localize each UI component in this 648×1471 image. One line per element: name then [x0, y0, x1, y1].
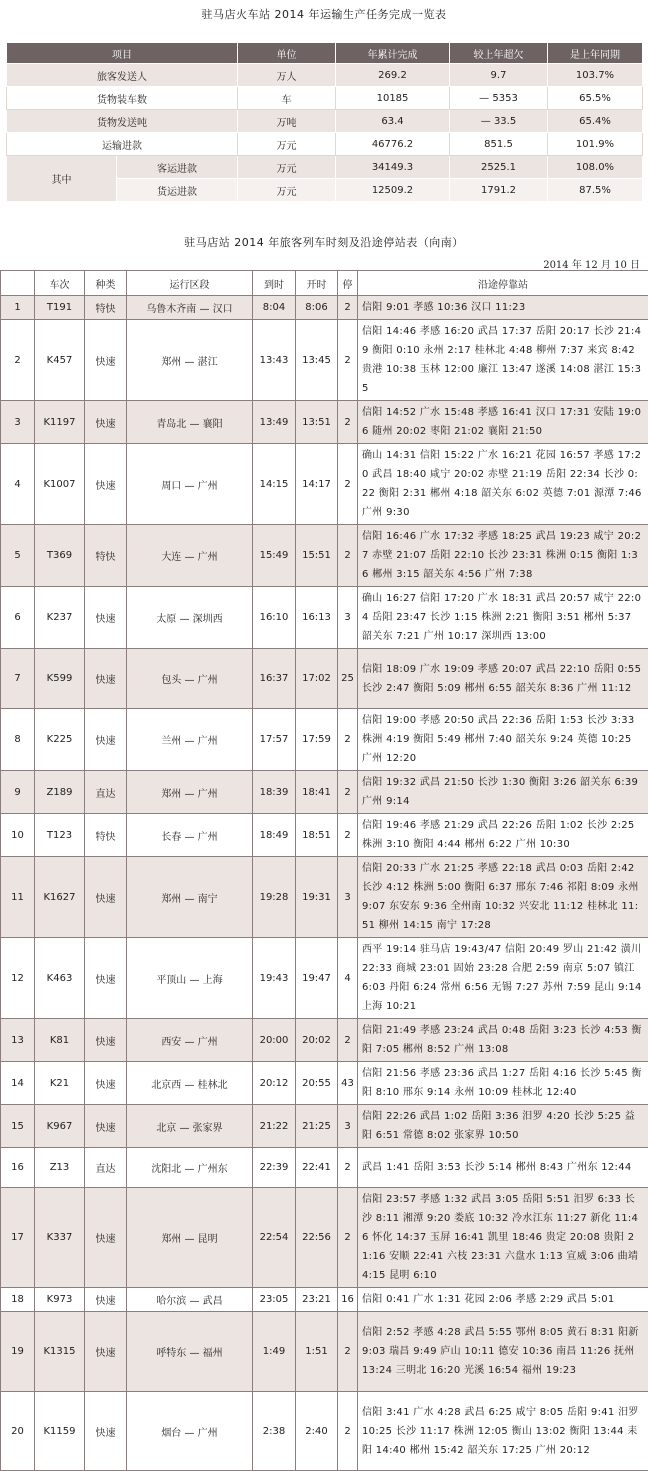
summary-ratio: 103.7% — [548, 64, 643, 87]
train-number: K1159 — [35, 1392, 85, 1471]
train-type: 快速 — [85, 320, 127, 401]
schedule-header-route: 运行区段 — [127, 271, 253, 296]
depart-time: 13:51 — [296, 401, 338, 444]
stop-minutes: 2 — [338, 1188, 358, 1288]
depart-time: 8:06 — [296, 296, 338, 320]
summary-item: 货物发送吨 — [7, 110, 238, 133]
summary-diff: — 5353 — [450, 87, 548, 110]
train-type: 快速 — [85, 1392, 127, 1471]
summary-item: 货物装车数 — [7, 87, 238, 110]
arrive-time: 16:37 — [253, 649, 296, 709]
summary-row — [7, 133, 643, 156]
route: 周口 — 广州 — [127, 444, 253, 525]
train-type: 特快 — [85, 296, 127, 320]
summary-unit: 万吨 — [238, 110, 336, 133]
stations: 信阳 9:01 孝感 10:36 汉口 11:23 — [358, 296, 648, 320]
train-type: 快速 — [85, 649, 127, 709]
schedule-row — [1, 814, 648, 857]
route: 西安 — 广州 — [127, 1019, 253, 1062]
summary-total: 10185 — [336, 87, 450, 110]
schedule-table — [0, 270, 648, 1471]
train-type: 快速 — [85, 587, 127, 649]
arrive-time: 20:00 — [253, 1019, 296, 1062]
train-type: 快速 — [85, 444, 127, 525]
summary-ratio: 101.9% — [548, 133, 643, 156]
stop-minutes: 4 — [338, 938, 358, 1019]
arrive-time: 13:43 — [253, 320, 296, 401]
stop-minutes: 3 — [338, 587, 358, 649]
summary-sub-ratio: 87.5% — [548, 179, 643, 202]
schedule-header-depart: 开时 — [296, 271, 338, 296]
row-index: 15 — [1, 1105, 35, 1148]
stop-minutes: 25 — [338, 649, 358, 709]
arrive-time: 14:15 — [253, 444, 296, 525]
schedule-row — [1, 649, 648, 709]
summary-unit: 万元 — [238, 133, 336, 156]
train-type: 特快 — [85, 814, 127, 857]
arrive-time: 8:04 — [253, 296, 296, 320]
stop-minutes: 2 — [338, 709, 358, 771]
route: 哈尔滨 — 武昌 — [127, 1288, 253, 1312]
route: 郑州 — 广州 — [127, 771, 253, 814]
train-number: Z189 — [35, 771, 85, 814]
schedule-date: 2014 年 12 月 10 日 — [543, 256, 640, 271]
depart-time: 2:40 — [296, 1392, 338, 1471]
train-number: K225 — [35, 709, 85, 771]
summary-sub-total: 12509.2 — [336, 179, 450, 202]
schedule-header-arrive: 到时 — [253, 271, 296, 296]
arrive-time: 20:12 — [253, 1062, 296, 1105]
depart-time: 19:47 — [296, 938, 338, 1019]
summary-row — [7, 110, 643, 133]
schedule-row — [1, 320, 648, 401]
row-index: 19 — [1, 1312, 35, 1392]
arrive-time: 23:05 — [253, 1288, 296, 1312]
summary-diff: — 33.5 — [450, 110, 548, 133]
train-type: 快速 — [85, 1062, 127, 1105]
row-index: 3 — [1, 401, 35, 444]
route: 平顶山 — 上海 — [127, 938, 253, 1019]
stations: 信阳 19:46 孝感 21:29 武昌 22:26 岳阳 1:02 长沙 2:25 株洲 3:10 衡阳 4:44 郴州 6:22 广州 10:30 — [358, 814, 648, 857]
summary-sub-diff: 1791.2 — [450, 179, 548, 202]
train-type: 快速 — [85, 857, 127, 938]
arrive-time: 2:38 — [253, 1392, 296, 1471]
arrive-time: 1:49 — [253, 1312, 296, 1392]
route: 郑州 — 南宁 — [127, 857, 253, 938]
train-type: 快速 — [85, 709, 127, 771]
stations: 信阳 21:49 孝感 23:24 武昌 0:48 岳阳 3:23 长沙 4:53 衡阳 7:05 郴州 8:52 广州 13:08 — [358, 1019, 648, 1062]
summary-diff: 851.5 — [450, 133, 548, 156]
row-index: 9 — [1, 771, 35, 814]
route: 包头 — 广州 — [127, 649, 253, 709]
stations: 信阳 3:41 广水 4:28 武昌 6:25 咸宁 8:05 岳阳 9:41 汨罗 10:25 长沙 11:17 株洲 12:05 衡山 13:02 衡阳 13:44 耒阳 14:40 郴州 15:42 韶关东 17:25 广州 20:12 — [358, 1392, 648, 1471]
arrive-time: 19:43 — [253, 938, 296, 1019]
arrive-time: 15:49 — [253, 525, 296, 587]
schedule-body — [1, 296, 648, 1471]
train-type: 特快 — [85, 525, 127, 587]
depart-time: 13:45 — [296, 320, 338, 401]
stations: 信阳 16:46 广水 17:32 孝感 18:25 武昌 19:23 咸宁 20:27 赤壁 21:07 岳阳 22:10 长沙 23:31 株洲 0:15 衡阳 1:36 郴州 3:15 韶关东 4:56 广州 7:38 — [358, 525, 648, 587]
route: 北京 — 张家界 — [127, 1105, 253, 1148]
row-index: 8 — [1, 709, 35, 771]
train-type: 快速 — [85, 401, 127, 444]
stations: 确山 14:31 信阳 15:22 广水 16:21 花园 16:57 孝感 17:20 武昌 18:40 咸宁 20:02 赤壁 21:19 岳阳 22:34 长沙 0:22 衡阳 2:31 郴州 4:18 韶关东 6:02 英德 7:01 源潭 7:46 广州 9:30 — [358, 444, 648, 525]
schedule-row — [1, 1019, 648, 1062]
schedule-row — [1, 525, 648, 587]
route: 兰州 — 广州 — [127, 709, 253, 771]
schedule-row — [1, 1288, 648, 1312]
row-index: 20 — [1, 1392, 35, 1471]
train-type: 快速 — [85, 1312, 127, 1392]
train-number: K973 — [35, 1288, 85, 1312]
schedule-header-index — [1, 271, 35, 296]
schedule-row — [1, 1105, 648, 1148]
arrive-time: 22:39 — [253, 1148, 296, 1188]
route: 乌鲁木齐南 — 汉口 — [127, 296, 253, 320]
summary-unit: 车 — [238, 87, 336, 110]
schedule-header-stations: 沿途停靠站 — [358, 271, 648, 296]
stop-minutes: 2 — [338, 444, 358, 525]
arrive-time: 22:54 — [253, 1188, 296, 1288]
stations: 信阳 19:32 武昌 21:50 长沙 1:30 衡阳 3:26 韶关东 6:39 广州 9:14 — [358, 771, 648, 814]
schedule-row — [1, 1392, 648, 1471]
train-number: K463 — [35, 938, 85, 1019]
row-index: 7 — [1, 649, 35, 709]
summary-sub-item: 客运进款 — [117, 156, 238, 179]
train-type: 快速 — [85, 1188, 127, 1288]
summary-header-total: 年累计完成 — [336, 43, 450, 64]
train-number: K237 — [35, 587, 85, 649]
depart-time: 17:02 — [296, 649, 338, 709]
route: 沈阳北 — 广州东 — [127, 1148, 253, 1188]
stop-minutes: 2 — [338, 320, 358, 401]
train-number: K81 — [35, 1019, 85, 1062]
train-number: K337 — [35, 1188, 85, 1288]
row-index: 18 — [1, 1288, 35, 1312]
row-index: 17 — [1, 1188, 35, 1288]
row-index: 5 — [1, 525, 35, 587]
schedule-row — [1, 709, 648, 771]
schedule-title: 驻马店站 2014 年旅客列车时刻及沿途停站表（向南） — [0, 234, 648, 250]
stop-minutes: 16 — [338, 1288, 358, 1312]
train-number: K967 — [35, 1105, 85, 1148]
depart-time: 23:21 — [296, 1288, 338, 1312]
arrive-time: 13:49 — [253, 401, 296, 444]
stop-minutes: 2 — [338, 1019, 358, 1062]
arrive-time: 21:22 — [253, 1105, 296, 1148]
train-type: 直达 — [85, 1148, 127, 1188]
stop-minutes: 3 — [338, 1105, 358, 1148]
train-type: 快速 — [85, 1019, 127, 1062]
stations: 信阳 0:41 广水 1:31 花园 2:06 孝感 2:29 武昌 5:01 — [358, 1288, 648, 1312]
route: 太原 — 深圳西 — [127, 587, 253, 649]
stations: 信阳 23:57 孝感 1:32 武昌 3:05 岳阳 5:51 汨罗 6:33 长沙 8:11 湘潭 9:20 娄底 10:32 冷水江东 11:27 新化 11:46 怀化 14:37 玉屏 16:41 凯里 18:46 贵定 20:08 贵阳 21:16 安顺 22:41 六枝 23:31 六盘水 1:13 宣威 3:06 曲靖 4:15 昆明 6:10 — [358, 1188, 648, 1288]
summary-row — [7, 87, 643, 110]
depart-time: 20:55 — [296, 1062, 338, 1105]
row-index: 11 — [1, 857, 35, 938]
stop-minutes: 2 — [338, 1392, 358, 1471]
stations: 信阳 21:56 孝感 23:36 武昌 1:27 岳阳 4:16 长沙 5:45 衡阳 8:10 邢东 9:14 永州 10:09 桂林北 12:40 — [358, 1062, 648, 1105]
summary-row — [7, 64, 643, 87]
route: 郑州 — 湛江 — [127, 320, 253, 401]
route: 烟台 — 广州 — [127, 1392, 253, 1471]
summary-total: 46776.2 — [336, 133, 450, 156]
schedule-row — [1, 771, 648, 814]
stop-minutes: 2 — [338, 296, 358, 320]
row-index: 1 — [1, 296, 35, 320]
train-type: 快速 — [85, 1105, 127, 1148]
arrive-time: 17:57 — [253, 709, 296, 771]
stop-minutes: 2 — [338, 771, 358, 814]
train-number: T191 — [35, 296, 85, 320]
depart-time: 16:13 — [296, 587, 338, 649]
stations: 信阳 2:52 孝感 4:28 武昌 5:55 鄂州 8:05 黄石 8:31 阳新 9:03 瑞昌 9:49 庐山 10:11 德安 10:36 南昌 11:26 抚州 13:24 三明北 16:20 光溪 16:54 福州 19:23 — [358, 1312, 648, 1392]
summary-sub-unit: 万元 — [238, 156, 336, 179]
train-number: K1315 — [35, 1312, 85, 1392]
stations: 信阳 18:09 广水 19:09 孝感 20:07 武昌 22:10 岳阳 0:55 长沙 2:47 衡阳 5:09 郴州 6:55 韶关东 8:36 广州 11:12 — [358, 649, 648, 709]
route: 北京西 — 桂林北 — [127, 1062, 253, 1105]
schedule-row — [1, 857, 648, 938]
depart-time: 19:31 — [296, 857, 338, 938]
summary-header-item: 项目 — [7, 43, 238, 64]
summary-header-diff: 较上年超欠 — [450, 43, 548, 64]
train-number: T369 — [35, 525, 85, 587]
depart-time: 22:56 — [296, 1188, 338, 1288]
summary-sub-row — [7, 156, 643, 179]
stop-minutes: 2 — [338, 525, 358, 587]
summary-sub-item: 货运进款 — [117, 179, 238, 202]
summary-total: 63.4 — [336, 110, 450, 133]
row-index: 16 — [1, 1148, 35, 1188]
summary-total: 269.2 — [336, 64, 450, 87]
arrive-time: 16:10 — [253, 587, 296, 649]
arrive-time: 18:49 — [253, 814, 296, 857]
train-number: Z13 — [35, 1148, 85, 1188]
stations: 武昌 1:41 岳阳 3:53 长沙 5:14 郴州 8:43 广州东 12:44 — [358, 1148, 648, 1188]
summary-header-ratio: 是上年同期 — [548, 43, 643, 64]
depart-time: 18:51 — [296, 814, 338, 857]
summary-table — [6, 42, 643, 202]
summary-unit: 万人 — [238, 64, 336, 87]
row-index: 2 — [1, 320, 35, 401]
schedule-header-row — [1, 271, 648, 296]
row-index: 12 — [1, 938, 35, 1019]
row-index: 13 — [1, 1019, 35, 1062]
schedule-row — [1, 1148, 648, 1188]
depart-time: 15:51 — [296, 525, 338, 587]
train-type: 直达 — [85, 771, 127, 814]
schedule-row — [1, 1312, 648, 1392]
train-number: K1007 — [35, 444, 85, 525]
route: 大连 — 广州 — [127, 525, 253, 587]
summary-ratio: 65.4% — [548, 110, 643, 133]
stop-minutes: 2 — [338, 1148, 358, 1188]
stations: 信阳 14:52 广水 15:48 孝感 16:41 汉口 17:31 安陆 19:06 随州 20:02 枣阳 21:02 襄阳 21:50 — [358, 401, 648, 444]
summary-header-row — [7, 43, 643, 64]
train-number: K1627 — [35, 857, 85, 938]
stop-minutes: 2 — [338, 401, 358, 444]
stations: 信阳 22:26 武昌 1:02 岳阳 3:36 汨罗 4:20 长沙 5:25 益阳 6:51 常德 8:02 张家界 10:50 — [358, 1105, 648, 1148]
summary-sub-diff: 2525.1 — [450, 156, 548, 179]
stop-minutes: 2 — [338, 814, 358, 857]
depart-time: 20:02 — [296, 1019, 338, 1062]
depart-time: 1:51 — [296, 1312, 338, 1392]
summary-ratio: 65.5% — [548, 87, 643, 110]
summary-sub-total: 34149.3 — [336, 156, 450, 179]
schedule-header-stop: 停 — [338, 271, 358, 296]
stations: 信阳 19:00 孝感 20:50 武昌 22:36 岳阳 1:53 长沙 3:33 株洲 4:19 衡阳 5:49 郴州 7:40 韶关东 9:24 英德 10:25 广州 12:20 — [358, 709, 648, 771]
row-index: 14 — [1, 1062, 35, 1105]
row-index: 4 — [1, 444, 35, 525]
stop-minutes: 2 — [338, 1312, 358, 1392]
route: 长春 — 广州 — [127, 814, 253, 857]
depart-time: 22:41 — [296, 1148, 338, 1188]
schedule-header-train: 车次 — [35, 271, 85, 296]
summary-diff: 9.7 — [450, 64, 548, 87]
summary-header-unit: 单位 — [238, 43, 336, 64]
train-type: 快速 — [85, 938, 127, 1019]
summary-sub-unit: 万元 — [238, 179, 336, 202]
stations: 信阳 20:33 广水 21:25 孝感 22:18 武昌 0:03 岳阳 2:42 长沙 4:12 株洲 5:00 衡阳 6:37 邢东 7:46 祁阳 8:09 永州 9:07 东安东 9:36 全州南 10:32 兴安北 11:12 桂林北 11:51 柳州 14:15 南宁 17:28 — [358, 857, 648, 938]
route: 青岛北 — 襄阳 — [127, 401, 253, 444]
stations: 信阳 14:46 孝感 16:20 武昌 17:37 岳阳 20:17 长沙 21:49 衡阳 0:10 永州 2:17 桂林北 4:48 柳州 7:37 来宾 8:42 贵港 10:38 玉林 12:00 廉江 13:47 遂溪 14:08 湛江 15:35 — [358, 320, 648, 401]
arrive-time: 18:39 — [253, 771, 296, 814]
depart-time: 14:17 — [296, 444, 338, 525]
schedule-row — [1, 444, 648, 525]
schedule-row — [1, 401, 648, 444]
depart-time: 17:59 — [296, 709, 338, 771]
schedule-header-type: 种类 — [85, 271, 127, 296]
summary-group-label: 其中 — [7, 156, 117, 202]
schedule-row — [1, 1188, 648, 1288]
stations: 西平 19:14 驻马店 19:43/47 信阳 20:49 罗山 21:42 潢川 22:33 商城 23:01 固始 23:28 合肥 2:59 南京 5:07 镇江 6:03 丹阳 6:24 常州 6:56 无锡 7:27 苏州 7:59 昆山 9:14 上海 10:21 — [358, 938, 648, 1019]
train-number: K1197 — [35, 401, 85, 444]
row-index: 6 — [1, 587, 35, 649]
stop-minutes: 43 — [338, 1062, 358, 1105]
schedule-row — [1, 938, 648, 1019]
train-number: K21 — [35, 1062, 85, 1105]
row-index: 10 — [1, 814, 35, 857]
summary-sub-ratio: 108.0% — [548, 156, 643, 179]
arrive-time: 19:28 — [253, 857, 296, 938]
schedule-row — [1, 587, 648, 649]
train-number: K457 — [35, 320, 85, 401]
route: 呼特东 — 福州 — [127, 1312, 253, 1392]
depart-time: 18:41 — [296, 771, 338, 814]
stop-minutes: 3 — [338, 857, 358, 938]
summary-item: 旅客发送人 — [7, 64, 238, 87]
train-number: K599 — [35, 649, 85, 709]
schedule-row — [1, 1062, 648, 1105]
summary-title: 驻马店火车站 2014 年运输生产任务完成一览表 — [0, 6, 648, 22]
summary-item: 运输进款 — [7, 133, 238, 156]
train-number: T123 — [35, 814, 85, 857]
route: 郑州 — 昆明 — [127, 1188, 253, 1288]
stations: 确山 16:27 信阳 17:20 广水 18:31 武昌 20:57 咸宁 22:04 岳阳 23:47 长沙 1:15 株洲 2:21 衡阳 3:51 郴州 5:37 韶关东 7:21 广州 10:17 深圳西 13:00 — [358, 587, 648, 649]
schedule-row — [1, 296, 648, 320]
train-type: 快速 — [85, 1288, 127, 1312]
depart-time: 21:25 — [296, 1105, 338, 1148]
